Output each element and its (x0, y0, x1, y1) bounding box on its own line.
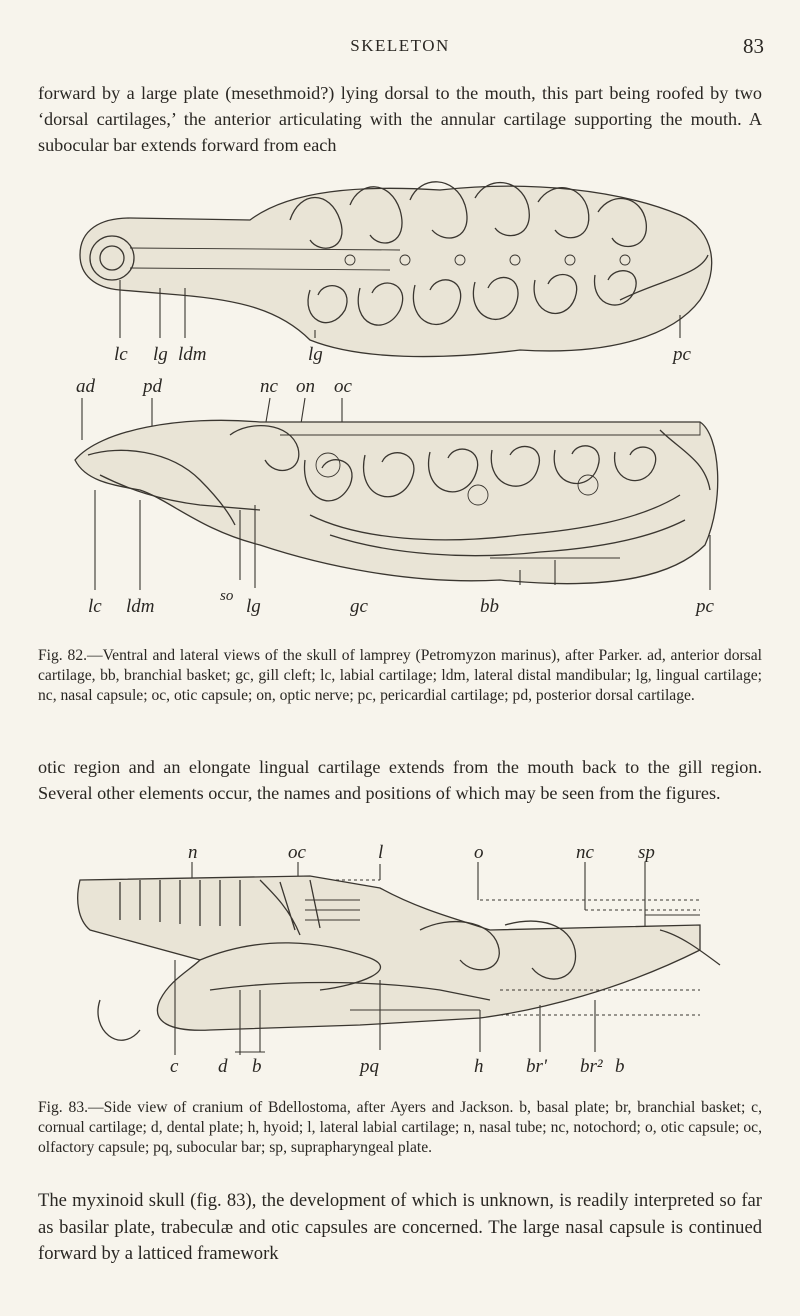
fig83-label-b: b (252, 1056, 262, 1077)
lateral-label-lg: lg (246, 596, 261, 617)
lateral-label-ldm: ldm (126, 596, 155, 617)
lateral-label-ad: ad (76, 376, 95, 397)
figure-82-drawing (60, 160, 740, 635)
page-number: 83 (743, 34, 764, 58)
fig83-label-nc: nc (576, 842, 594, 863)
figure-82 (60, 160, 740, 635)
lateral-view-skull (75, 420, 718, 583)
fig83-label-br2: br² (580, 1056, 603, 1077)
paragraph-3: The myxinoid skull (fig. 83), the development of which is unknown, is readily interpreted so far as basilar plate, trabeculæ and otic capsules are concerned. The large nasal capsule is continued forward by a latticed framework (38, 1190, 762, 1264)
fig83-label-sp: sp (638, 842, 655, 863)
ventral-label-ldm: ldm (178, 344, 207, 365)
figure-82-caption: Fig. 82.—Ventral and lateral views of the skull of lamprey (Petromyzon marinus), after Parker. ad, anterior dorsal cartilage, bb, branchial basket; gc, gill cleft; lc, labial cartilage; ldm, lateral distal mandibular; lg, lingual cartilage; nc, nasal capsule; oc, otic capsule; on, optic nerve; pc, pericardial cartilage; pd, posterior dorsal cartilage. (38, 647, 762, 704)
figure-83 (60, 840, 740, 1080)
lateral-label-pd: pd (143, 376, 162, 397)
fig83-label-n: n (188, 842, 198, 863)
ventral-label-lg-2: lg (308, 344, 323, 365)
ventral-view-skull (80, 182, 712, 357)
fig83-label-c: c (170, 1056, 179, 1077)
figure-83-drawing (60, 840, 740, 1080)
running-title: SKELETON (350, 36, 450, 55)
lateral-label-gc: gc (350, 596, 368, 617)
fig83-label-l: l (378, 842, 384, 863)
lateral-label-on: on (296, 376, 315, 397)
figure-83-caption: Fig. 83.—Side view of cranium of Bdellostoma, after Ayers and Jackson. b, basal plate; br, branchial basket; c, cornual cartilage; d, dental plate; h, hyoid; l, lateral labial cartilage; n, nasal tube; nc, notochord; o, otic capsule; oc, olfactory capsule; pq, subocular bar; sp, suprapharyngeal plate. (38, 1099, 762, 1156)
ventral-label-lg: lg (153, 344, 168, 365)
myxinoid-cranium (78, 876, 720, 1040)
fig83-label-o: o (474, 842, 484, 863)
fig83-label-d: d (218, 1056, 228, 1077)
fig83-label-b-2: b (615, 1056, 625, 1077)
ventral-label-lc: lc (114, 344, 128, 365)
lateral-label-bb: bb (480, 596, 499, 617)
lateral-label-oc: oc (334, 376, 352, 397)
fig83-label-oc: oc (288, 842, 306, 863)
running-head (0, 34, 800, 58)
paragraph-1: forward by a large plate (mesethmoid?) lying dorsal to the mouth, this part being roofed by two ‘dorsal cartilages,’ the anterior articulating with the annular cartilage supporting the mouth. A subocular bar extends forward from each (38, 83, 762, 155)
ventral-label-pc: pc (673, 344, 691, 365)
fig83-label-h: h (474, 1056, 484, 1077)
lateral-label-nc: nc (260, 376, 278, 397)
fig83-label-pq: pq (360, 1056, 379, 1077)
lateral-label-lc: lc (88, 596, 102, 617)
fig83-label-br1: br' (526, 1056, 547, 1077)
lateral-label-pc: pc (696, 596, 714, 617)
lateral-label-so: so (220, 588, 234, 604)
paragraph-2: otic region and an elongate lingual cartilage extends from the mouth back to the gill region. Several other elements occur, the names and positions of which may be seen from the figures. (38, 757, 762, 803)
